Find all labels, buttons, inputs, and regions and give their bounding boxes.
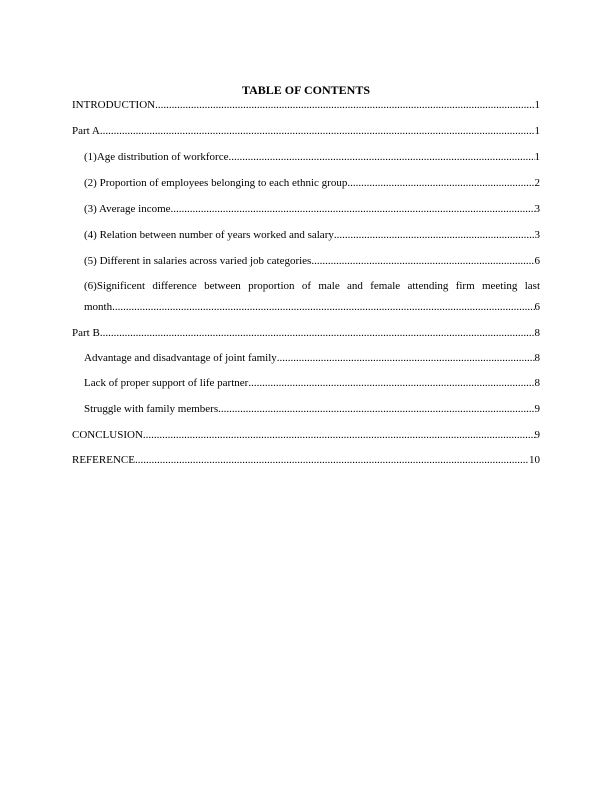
toc-entry-page: 8 xyxy=(534,327,540,339)
dot-leader xyxy=(229,151,535,164)
dot-leader xyxy=(135,454,529,467)
toc-entry-average-income[interactable] xyxy=(84,203,540,216)
toc-entry-page: 3 xyxy=(534,229,540,241)
toc-entry-joint-family[interactable] xyxy=(84,352,540,365)
dot-leader xyxy=(155,99,534,112)
toc-entry-label: Lack of proper support of life partner xyxy=(84,377,249,389)
toc-entry-page: 10 xyxy=(529,454,540,466)
dot-leader xyxy=(100,327,535,340)
toc-entry-family-struggle[interactable] xyxy=(84,403,540,416)
dot-leader xyxy=(347,177,534,190)
toc-entry-reference[interactable] xyxy=(72,454,540,467)
dot-leader xyxy=(277,352,535,365)
dot-leader xyxy=(334,229,535,242)
toc-entry-page: 6 xyxy=(534,255,540,267)
toc-entry-label: Advantage and disadvantage of joint family xyxy=(84,352,277,364)
toc-entry-page: 9 xyxy=(534,403,540,415)
toc-entry-introduction[interactable] xyxy=(72,99,540,112)
toc-entry-page: 3 xyxy=(534,203,540,215)
toc-entry-label: (1)Age distribution of workforce xyxy=(84,151,229,163)
toc-entry-part-a[interactable] xyxy=(72,125,540,138)
dot-leader xyxy=(100,125,535,138)
toc-entry-page: 8 xyxy=(534,377,540,389)
toc-entry-label: Part A xyxy=(72,125,100,137)
dot-leader xyxy=(218,403,534,416)
toc-entry-page: 9 xyxy=(534,429,540,441)
toc-entry-label: Struggle with family members xyxy=(84,403,219,415)
toc-entry-part-b[interactable] xyxy=(72,327,540,340)
toc-entry-label: (5) Different in salaries across varied job categories xyxy=(84,255,312,267)
toc-entry-age-distribution[interactable] xyxy=(84,151,540,164)
toc-entry-life-partner[interactable] xyxy=(84,377,540,390)
dot-leader xyxy=(112,301,534,314)
toc-entry-page: 6 xyxy=(534,301,540,313)
toc-entry-label-line2: month xyxy=(84,301,113,313)
toc-title: TABLE OF CONTENTS xyxy=(241,83,371,97)
toc-entry-page: 2 xyxy=(534,177,540,189)
toc-entry-label: CONCLUSION xyxy=(72,429,143,441)
toc-entry-page: 1 xyxy=(534,151,540,163)
toc-entry-page: 1 xyxy=(534,99,540,111)
toc-entry-male-female-meeting[interactable] xyxy=(84,280,540,320)
toc-entry-label: (4) Relation between number of years worked and salary xyxy=(84,229,334,241)
dot-leader xyxy=(171,203,535,216)
dot-leader xyxy=(311,255,534,268)
toc-entry-page: 8 xyxy=(534,352,540,364)
toc-entry-label: (2) Proportion of employees belonging to each ethnic group xyxy=(84,177,348,189)
toc-entry-ethnic-group[interactable] xyxy=(84,177,540,190)
toc-entry-salaries-job-categories[interactable] xyxy=(84,255,540,268)
toc-entry-conclusion[interactable] xyxy=(72,429,540,442)
toc-entry-label: Part B xyxy=(72,327,100,339)
toc-entry-label: (3) Average income xyxy=(84,203,171,215)
toc-entry-label: REFERENCE xyxy=(72,454,135,466)
toc-entry-label-line1: (6)Significent difference between proportion of male and female attending firm meeting last xyxy=(84,280,540,292)
toc-entry-years-salary[interactable] xyxy=(84,229,540,242)
dot-leader xyxy=(143,429,535,442)
toc-entry-label: INTRODUCTION xyxy=(72,99,156,111)
dot-leader xyxy=(248,377,534,390)
toc-entry-page: 1 xyxy=(534,125,540,137)
